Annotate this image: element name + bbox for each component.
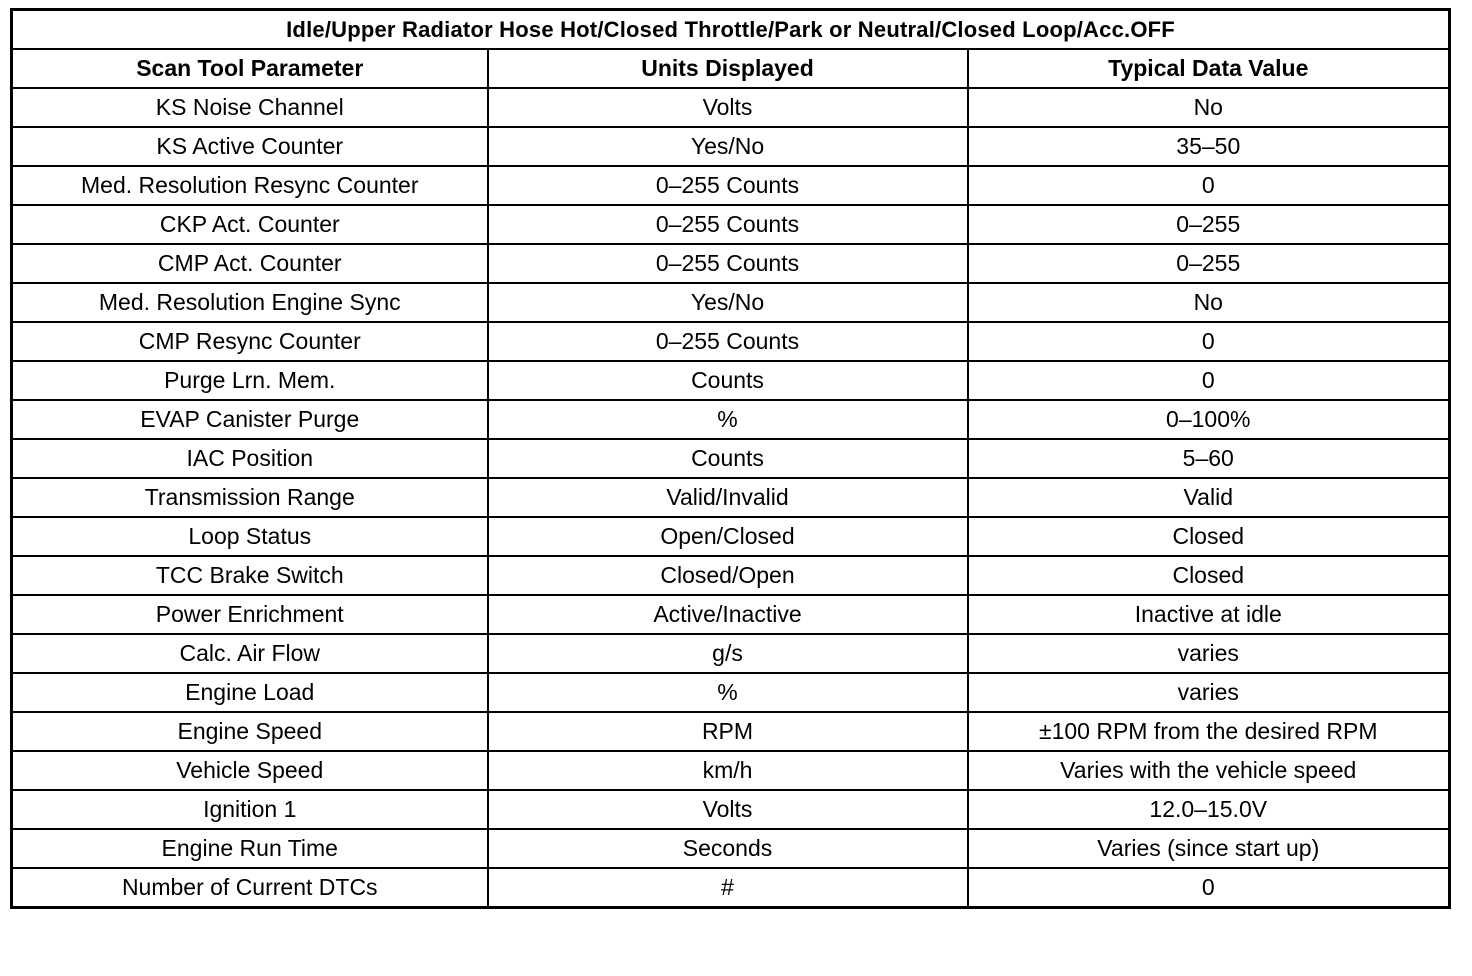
column-header-units: Units Displayed: [488, 49, 968, 88]
table-row: [12, 205, 1450, 244]
table-row: [12, 712, 1450, 751]
typical-value-cell: Varies with the vehicle speed: [968, 751, 1450, 790]
parameter-cell: EVAP Canister Purge: [12, 400, 488, 439]
parameter-cell: Ignition 1: [12, 790, 488, 829]
parameter-cell: Calc. Air Flow: [12, 634, 488, 673]
table-row: [12, 595, 1450, 634]
parameter-cell: Power Enrichment: [12, 595, 488, 634]
typical-value-cell: 12.0–15.0V: [968, 790, 1450, 829]
units-cell: 0–255 Counts: [488, 322, 968, 361]
parameter-cell: Transmission Range: [12, 478, 488, 517]
table-row: [12, 868, 1450, 908]
parameter-cell: TCC Brake Switch: [12, 556, 488, 595]
typical-value-cell: varies: [968, 634, 1450, 673]
units-cell: Volts: [488, 88, 968, 127]
units-cell: Seconds: [488, 829, 968, 868]
table-title: Idle/Upper Radiator Hose Hot/Closed Throttle/Park or Neutral/Closed Loop/Acc.OFF: [12, 10, 1450, 50]
parameter-cell: Med. Resolution Resync Counter: [12, 166, 488, 205]
typical-value-cell: Closed: [968, 556, 1450, 595]
typical-value-cell: 35–50: [968, 127, 1450, 166]
typical-value-cell: 0: [968, 322, 1450, 361]
parameter-cell: Purge Lrn. Mem.: [12, 361, 488, 400]
typical-value-cell: 0–255: [968, 244, 1450, 283]
units-cell: Counts: [488, 361, 968, 400]
typical-value-cell: 0–100%: [968, 400, 1450, 439]
table-row: [12, 127, 1450, 166]
parameter-cell: Number of Current DTCs: [12, 868, 488, 908]
parameter-cell: KS Active Counter: [12, 127, 488, 166]
table-row: [12, 517, 1450, 556]
table-row: [12, 283, 1450, 322]
units-cell: Open/Closed: [488, 517, 968, 556]
column-header-typical-value: Typical Data Value: [968, 49, 1450, 88]
parameter-cell: CKP Act. Counter: [12, 205, 488, 244]
typical-value-cell: 0: [968, 166, 1450, 205]
parameter-cell: Med. Resolution Engine Sync: [12, 283, 488, 322]
units-cell: km/h: [488, 751, 968, 790]
units-cell: 0–255 Counts: [488, 244, 968, 283]
column-header-parameter: Scan Tool Parameter: [12, 49, 488, 88]
table-header-row: [12, 49, 1450, 88]
units-cell: Active/Inactive: [488, 595, 968, 634]
table-row: [12, 88, 1450, 127]
units-cell: RPM: [488, 712, 968, 751]
typical-value-cell: Valid: [968, 478, 1450, 517]
table-body: [12, 88, 1450, 908]
table-row: [12, 322, 1450, 361]
parameter-cell: Vehicle Speed: [12, 751, 488, 790]
typical-value-cell: Inactive at idle: [968, 595, 1450, 634]
table-title-row: [12, 10, 1450, 50]
units-cell: %: [488, 673, 968, 712]
table-row: [12, 244, 1450, 283]
table-row: [12, 478, 1450, 517]
typical-value-cell: 0: [968, 868, 1450, 908]
units-cell: Closed/Open: [488, 556, 968, 595]
units-cell: 0–255 Counts: [488, 205, 968, 244]
units-cell: 0–255 Counts: [488, 166, 968, 205]
parameter-cell: Engine Run Time: [12, 829, 488, 868]
parameter-cell: Engine Load: [12, 673, 488, 712]
table-row: [12, 790, 1450, 829]
units-cell: #: [488, 868, 968, 908]
units-cell: Valid/Invalid: [488, 478, 968, 517]
table-row: [12, 829, 1450, 868]
typical-value-cell: Closed: [968, 517, 1450, 556]
units-cell: Yes/No: [488, 127, 968, 166]
typical-value-cell: varies: [968, 673, 1450, 712]
units-cell: Volts: [488, 790, 968, 829]
typical-value-cell: 0: [968, 361, 1450, 400]
table-row: [12, 439, 1450, 478]
typical-value-cell: No: [968, 283, 1450, 322]
units-cell: Yes/No: [488, 283, 968, 322]
units-cell: g/s: [488, 634, 968, 673]
parameter-cell: Loop Status: [12, 517, 488, 556]
units-cell: %: [488, 400, 968, 439]
parameter-cell: CMP Act. Counter: [12, 244, 488, 283]
parameter-cell: KS Noise Channel: [12, 88, 488, 127]
table-row: [12, 751, 1450, 790]
typical-value-cell: 0–255: [968, 205, 1450, 244]
typical-value-cell: Varies (since start up): [968, 829, 1450, 868]
parameter-cell: IAC Position: [12, 439, 488, 478]
parameter-cell: Engine Speed: [12, 712, 488, 751]
table-row: [12, 166, 1450, 205]
table-row: [12, 634, 1450, 673]
table-row: [12, 361, 1450, 400]
scan-tool-data-table: [10, 8, 1451, 909]
table-row: [12, 556, 1450, 595]
table-row: [12, 400, 1450, 439]
parameter-cell: CMP Resync Counter: [12, 322, 488, 361]
table-row: [12, 673, 1450, 712]
typical-value-cell: No: [968, 88, 1450, 127]
typical-value-cell: ±100 RPM from the desired RPM: [968, 712, 1450, 751]
typical-value-cell: 5–60: [968, 439, 1450, 478]
units-cell: Counts: [488, 439, 968, 478]
